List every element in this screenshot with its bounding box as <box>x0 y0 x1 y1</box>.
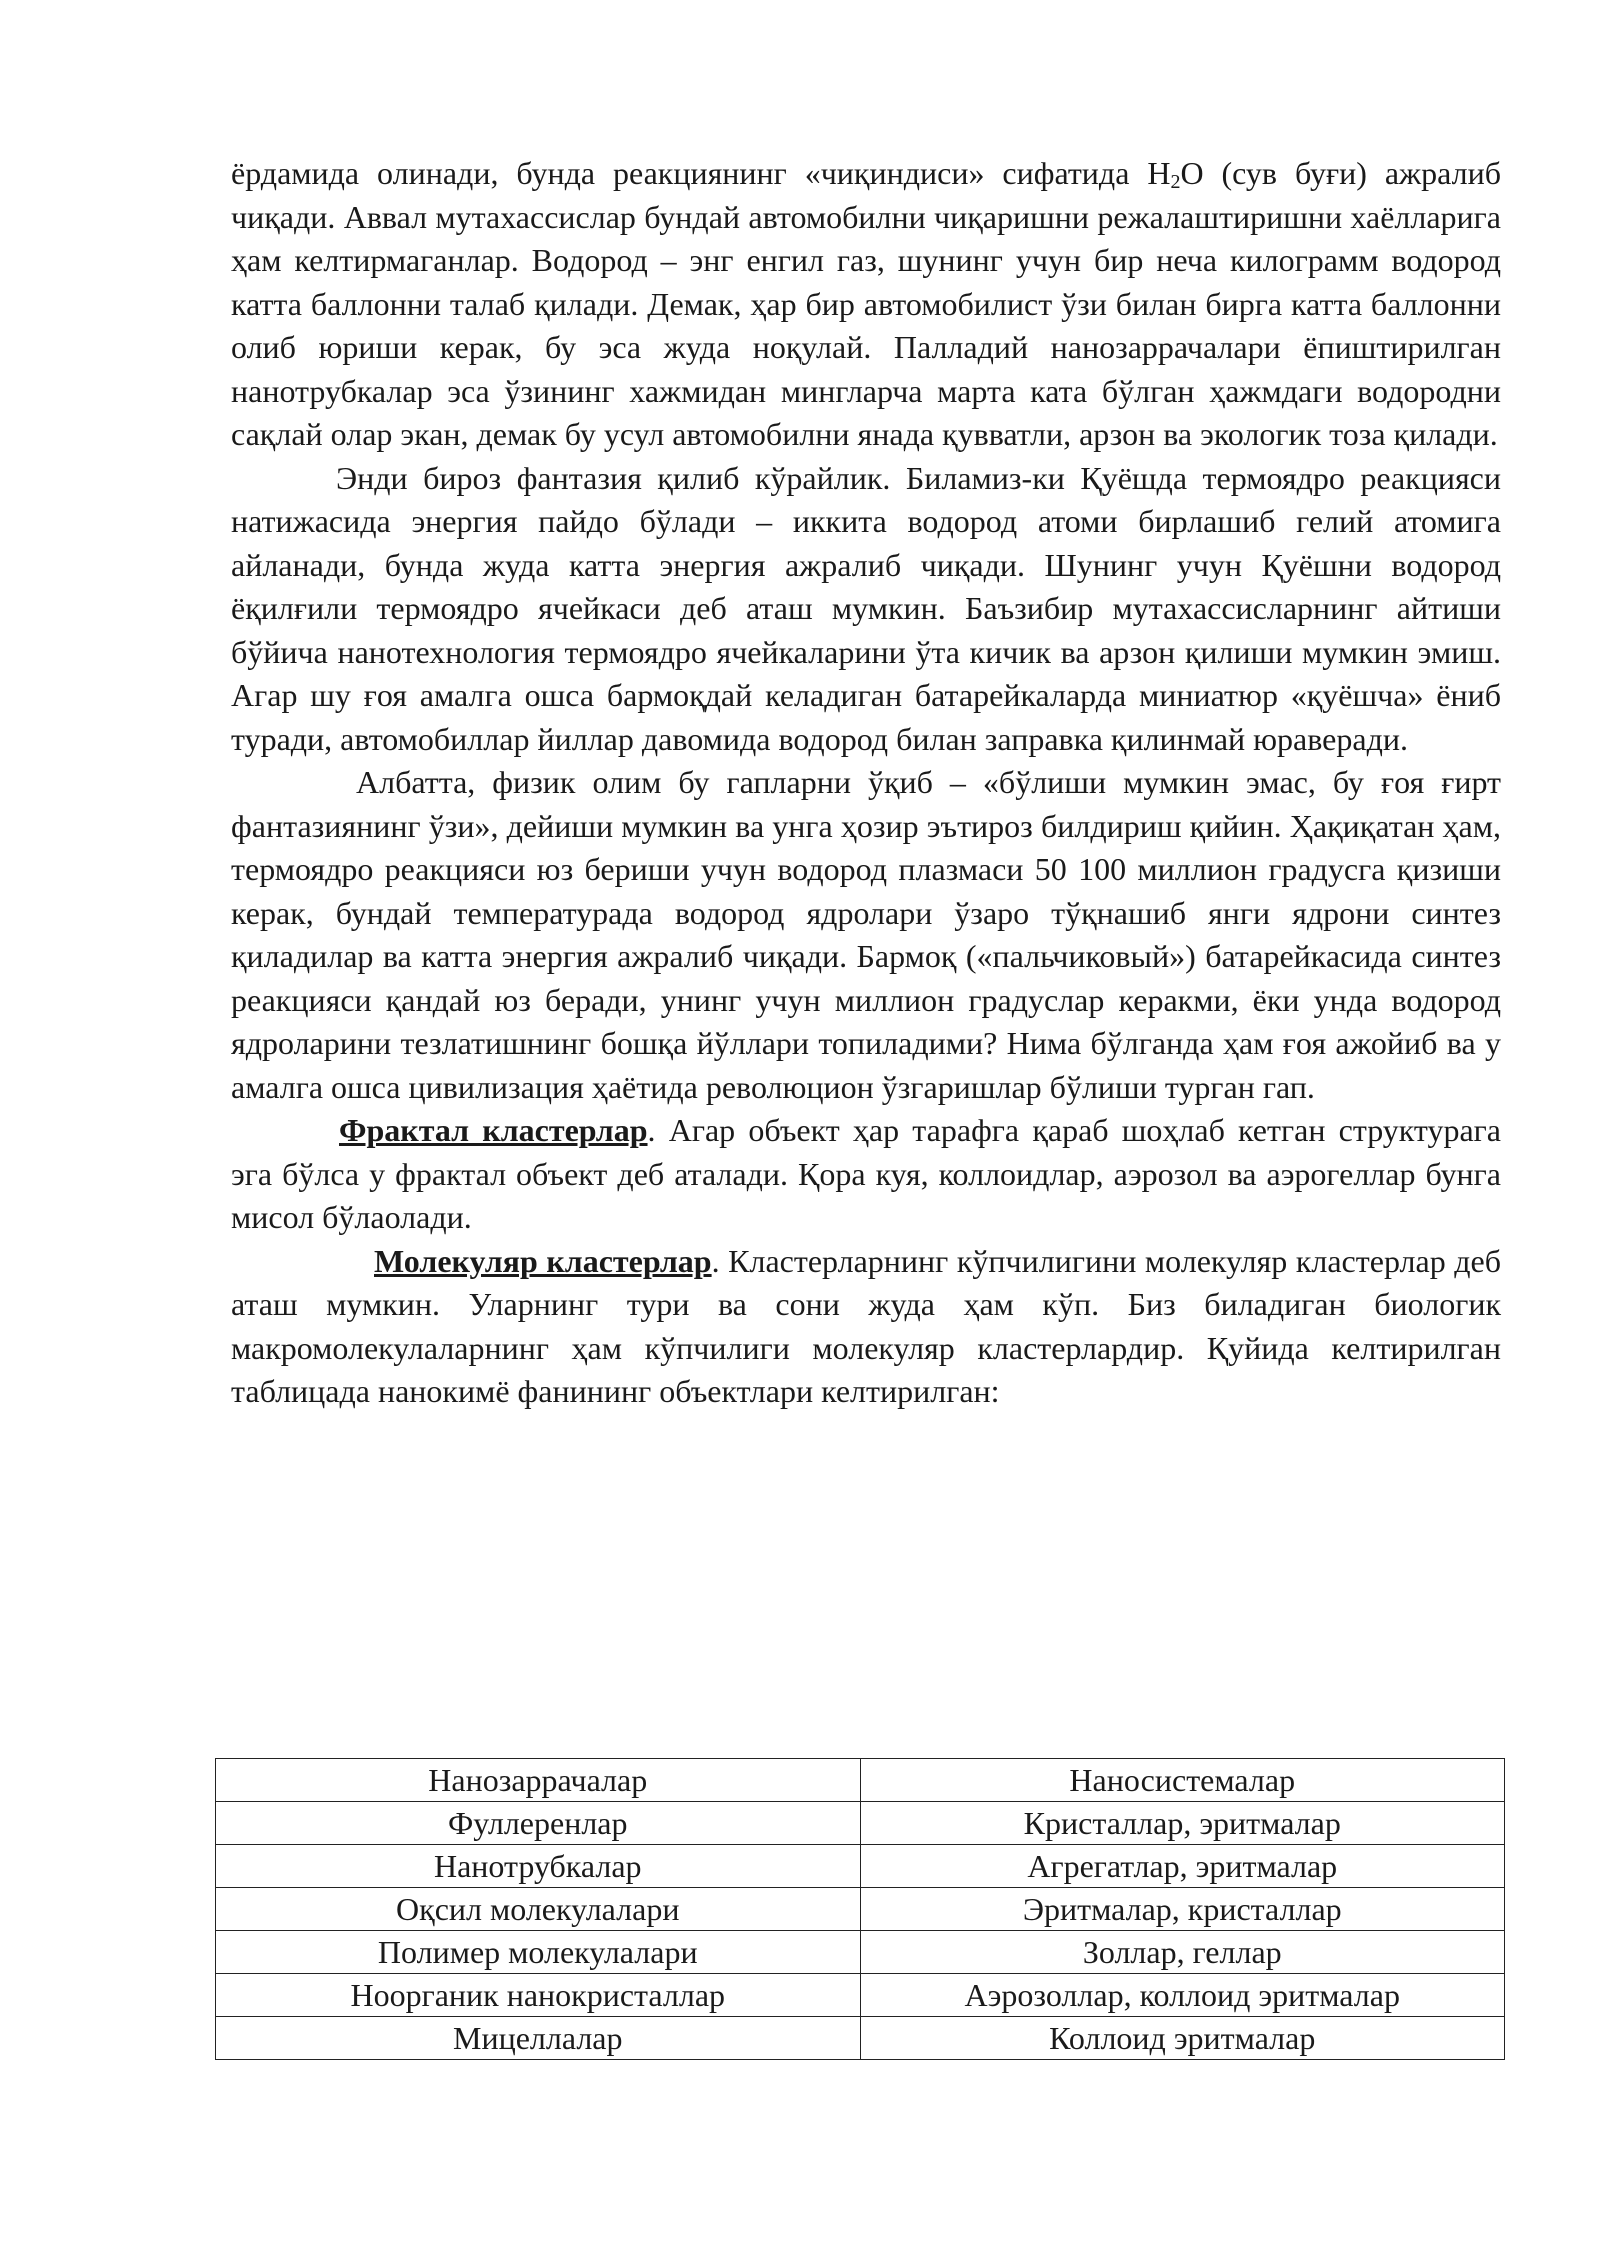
table-row <box>216 1931 1505 1974</box>
paragraph-text: ёрдамида олинади, бунда реакциянинг «чиқиндиси» сифатида H <box>231 155 1171 191</box>
table-cell: Наносистемалар <box>860 1759 1505 1802</box>
table-cell: Полимер молекулалари <box>216 1931 861 1974</box>
document-page <box>231 152 1501 1414</box>
term-molecular-clusters: Молекуляр кластерлар <box>374 1242 712 1279</box>
paragraph-text: . Агар объект ҳар тарафга қараб шоҳлаб кетган структурага эга бўлса у фрактал объект деб аталади. Қора куя, коллоидлар, аэрозол ва аэрогеллар бунга мисол бўлаолади. <box>231 1112 1502 1235</box>
paragraph-physicist-objection: Албатта, физик олим бу гапларни ўқиб – «бўлиши мумкин эмас, бу ғоя ғирт фантазиянинг ўзи», дейиши мумкин ва унга ҳозир эътироз билдириш қийин. Ҳақиқатан ҳам, термоядро реакцияси юз бериши учун водород плазмаси 50 100 миллион градусга қизиши керак, бундай температурада водород ядролари ўзаро тўқнашиб янги ядрони синтез қиладилар ва катта энергия ажралиб чиқади. Бармоқ («пальчиковый») батарейкасида синтез реакцияси қандай юз беради, унинг учун миллион градуслар керакми, ёки унда водород ядроларини тезлатишнинг бошқа йўллари топиладими? Нима бўлганда ҳам ғоя ажойиб ва у амалга ошса цивилизация ҳаётида революцион ўзгаришлар бўлиши турган гап. <box>231 764 1501 1105</box>
table-cell: Аэрозоллар, коллоид эритмалар <box>860 1974 1505 2017</box>
paragraph-fusion-fantasy: Энди бироз фантазия қилиб кўрайлик. Биламиз-ки Қуёшда термоядро реакцияси натижасида энергия пайдо бўлади – иккита водород атоми бирлашиб гелий атомига айланади, бунда жуда катта энергия ажралиб чиқади. Шунинг учун Қуёшни водород ёқилғили термоядро ячейкаси деб аташ мумкин. Баъзибир мутахассисларнинг айтиши бўйича нанотехнология термоядро ячейкаларини ўта кичик ва арзон қилиши мумкин эмиш. Агар шу ғоя амалга ошса бармоқдай келадиган батарейкаларда миниатюр «қуёшча» ёниб туради, автомобиллар йиллар давомида водород билан заправка қилинмай юраверади. <box>231 459 1501 757</box>
paragraph-text: . Кластерларнинг кўпчилигини молекуляр кластерлар деб аташ мумкин. Уларнинг тури ва сони жуда ҳам кўп. Биз биладиган биологик макромолекулаларнинг ҳам кўпчилиги молекуляр кластерлардир. Қуйида келтирилган таблицада нанокимё фанининг объектлари келтирилган: <box>231 1242 1502 1409</box>
table-cell: Оқсил молекулалари <box>216 1888 861 1931</box>
table-row <box>216 1759 1505 1802</box>
nanochemistry-objects-table <box>215 1758 1505 2060</box>
paragraph-fractal-clusters <box>231 1109 1501 1240</box>
table-cell: Ноорганик нанокристаллар <box>216 1974 861 2017</box>
table-cell: Нанозаррачалар <box>216 1759 861 1802</box>
table-cell: Нанотрубкалар <box>216 1845 861 1888</box>
paragraph-molecular-clusters <box>231 1240 1501 1414</box>
paragraph-text: O (сув буғи) ажралиб чиқади. Аввал мутахассислар бундай автомобилни чиқаришни режалаштиришни хаёлларига ҳам келтирмаганлар. Водород – энг енгил газ, шунинг учун бир неча килограмм водород катта баллонни талаб қилади. Демак, ҳар бир автомобилист ўзи билан бирга катта баллонни олиб юриши керак, бу эса жуда ноқулай. Палладий нанозаррачалари ёпиштирилган нанотрубкалар эса ўзининг хажмидан мингларча марта ката бўлган ҳажмдаги водородни сақлай олар экан, демак бу усул автомобилни янада қувватли, арзон ва экологик тоза қилади. <box>231 155 1501 452</box>
table-row <box>216 2017 1505 2060</box>
table-cell: Кристаллар, эритмалар <box>860 1802 1505 1845</box>
table-cell: Агрегатлар, эритмалар <box>860 1845 1505 1888</box>
term-fractal-clusters: Фрактал кластерлар <box>339 1112 648 1148</box>
subscript: 2 <box>1170 171 1181 193</box>
table-cell: Коллоид эритмалар <box>860 2017 1505 2060</box>
table-row <box>216 1888 1505 1931</box>
table-row <box>216 1802 1505 1845</box>
table-row <box>216 1974 1505 2017</box>
table-cell: Мицеллалар <box>216 2017 861 2060</box>
table-row <box>216 1845 1505 1888</box>
table-cell: Фуллеренлар <box>216 1802 861 1845</box>
paragraph-hydrogen-storage <box>231 152 1501 457</box>
table-cell: Золлар, геллар <box>860 1931 1505 1974</box>
table-cell: Эритмалар, кристаллар <box>860 1888 1505 1931</box>
